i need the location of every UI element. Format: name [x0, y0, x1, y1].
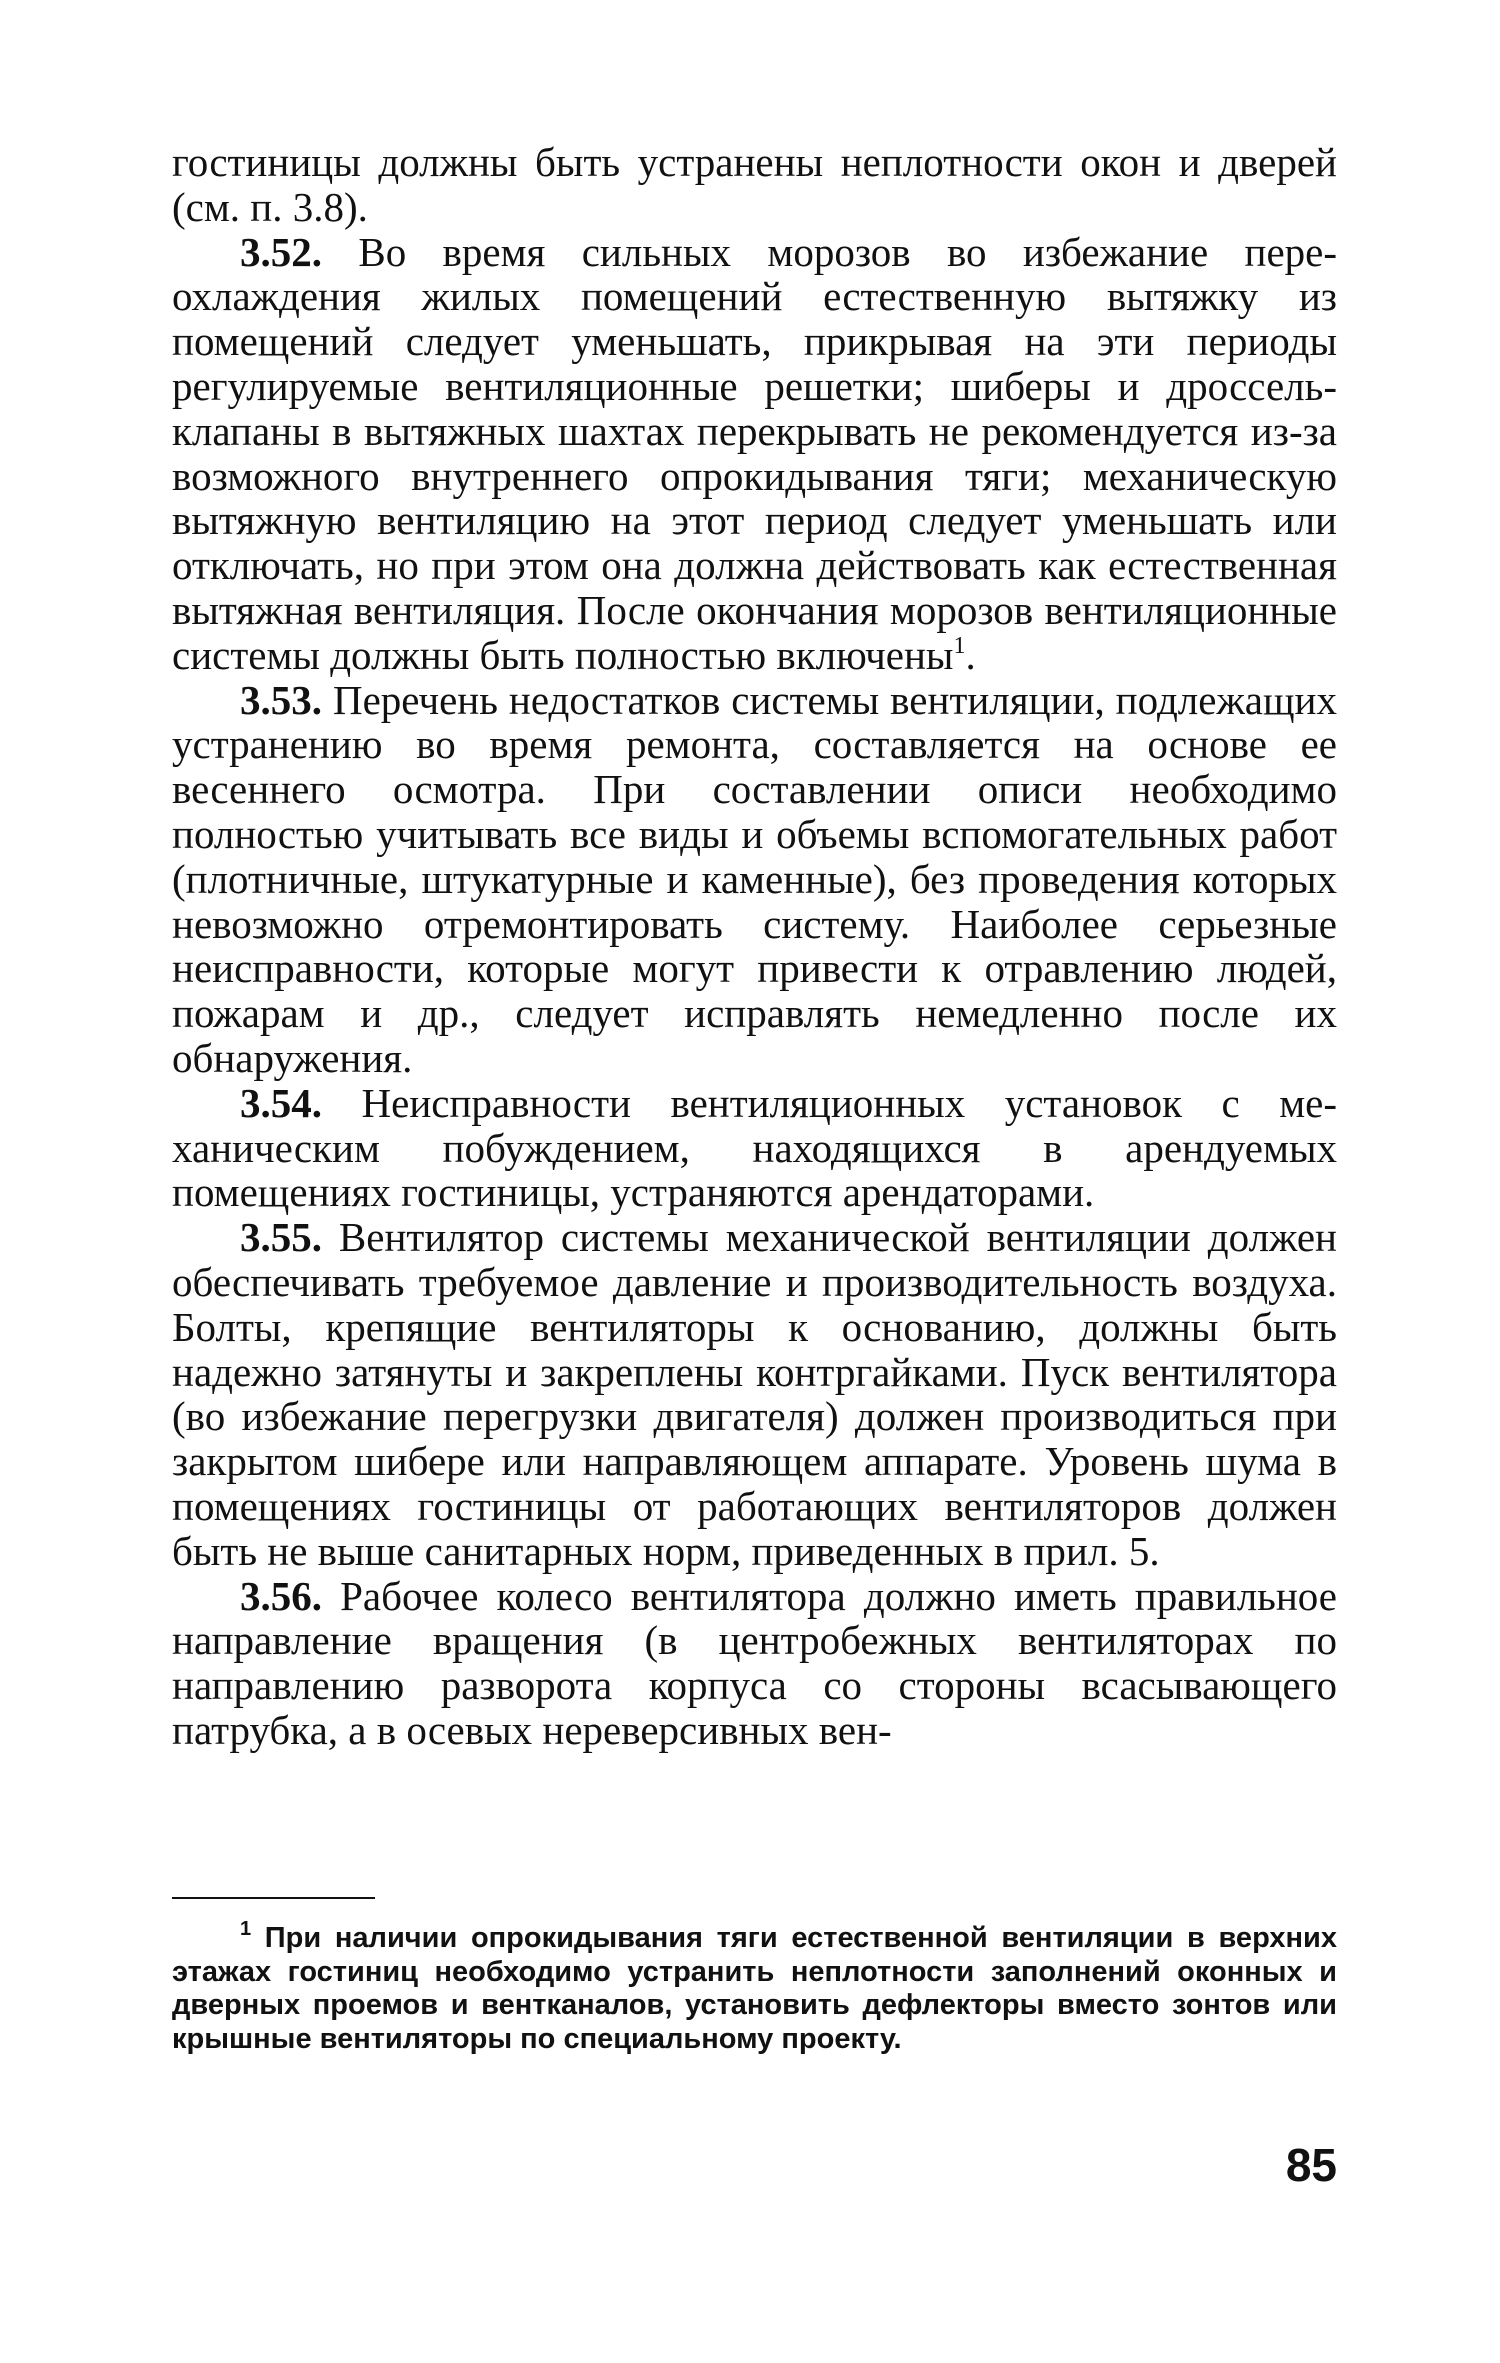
paragraph-text: Вентилятор системы механической вентиляции должен обеспечивать требуемое давление и производительность воздуха. Болты, крепящие вентиляторы к основанию, должны быть надежно затянуты и закреплены контргайками. Пуск вентилятора (во избежание перегрузки двигателя) должен производиться при закрытом шибере или направляющем аппарате. Уровень шума в помещениях гостиницы от работающих вентиляторов должен быть не выше санитарных норм, приведенных в прил. 5. — [172, 1214, 1337, 1574]
paragraph-continuation — [172, 140, 1337, 230]
paragraph-3-54 — [172, 1081, 1337, 1215]
footnote-divider — [172, 1897, 375, 1899]
page-number: 85 — [1285, 2139, 1337, 2191]
section-number: 3.53. — [240, 676, 322, 723]
footnote-text: При наличии опрокидывания тяги естественной вентиляции в верхних этажах гостиниц необходимо устранить неплотности заполнений оконных и дверных проемов и вентканалов, установить дефлекторы вместо зонтов или крышные вентиляторы по специальному проекту. — [172, 1922, 1337, 2055]
footnote-mark: 1 — [240, 1918, 252, 1940]
paragraph-text: Рабочее колесо вентилятора должно иметь правильное направление вращения (в центробежных вентиляторах по направлению разворота корпуса со стороны всасывающего патрубка, а в осевых нереверсивных вен- — [172, 1572, 1337, 1753]
paragraph-text: гостиницы должны быть устранены неплотности окон и дверей (см. п. 3.8). — [172, 139, 1337, 230]
section-number: 3.56. — [240, 1572, 322, 1619]
section-number: 3.54. — [240, 1079, 322, 1126]
footnote — [172, 1918, 1337, 2056]
paragraph-text: Неисправности вентиляционных установок с механическим побуждением, находящихся в арендуемых помещениях гостиницы, устраняются арендаторами. — [172, 1079, 1337, 1216]
section-number: 3.55. — [240, 1214, 322, 1261]
page-body — [172, 140, 1337, 1753]
paragraph-end-punctuation: . — [965, 631, 976, 678]
paragraph-3-55 — [172, 1215, 1337, 1573]
footnote-reference[interactable]: 1 — [953, 632, 966, 659]
paragraph-3-53 — [172, 678, 1337, 1081]
paragraph-text: Во время сильных морозов во избежание переохлаждения жилых помещений естественную вытяжку из помещений следует уменьшать, прикрывая на эти периоды регулируемые вентиляционные решетки; шиберы и дроссель-клапаны в вытяжных шахтах перекрывать не рекомендуется из-за возможного внутреннего опрокидывания тяги; механическую вытяжную вентиляцию на этот период следует уменьшать или отключать, но при этом она должна действовать как естественная вытяжная вентиляция. После окончания морозов вентиляционные системы должны быть полностью включены — [172, 228, 1337, 678]
paragraph-text: Перечень недостатков системы вентиляции, подлежащих устранению во время ремонта, составляется на основе ее весеннего осмотра. При составлении описи необходимо полностью учитывать все виды и объемы вспомогательных работ (плотничные, штукатурные и каменные), без проведения которых невозможно отремонтировать систему. Наиболее серьезные неисправности, которые могут привести к отравлению людей, пожарам и др., следует исправлять немедленно после их обнаружения. — [172, 676, 1337, 1081]
paragraph-3-56 — [172, 1574, 1337, 1753]
section-number: 3.52. — [240, 228, 322, 275]
paragraph-3-52 — [172, 230, 1337, 678]
